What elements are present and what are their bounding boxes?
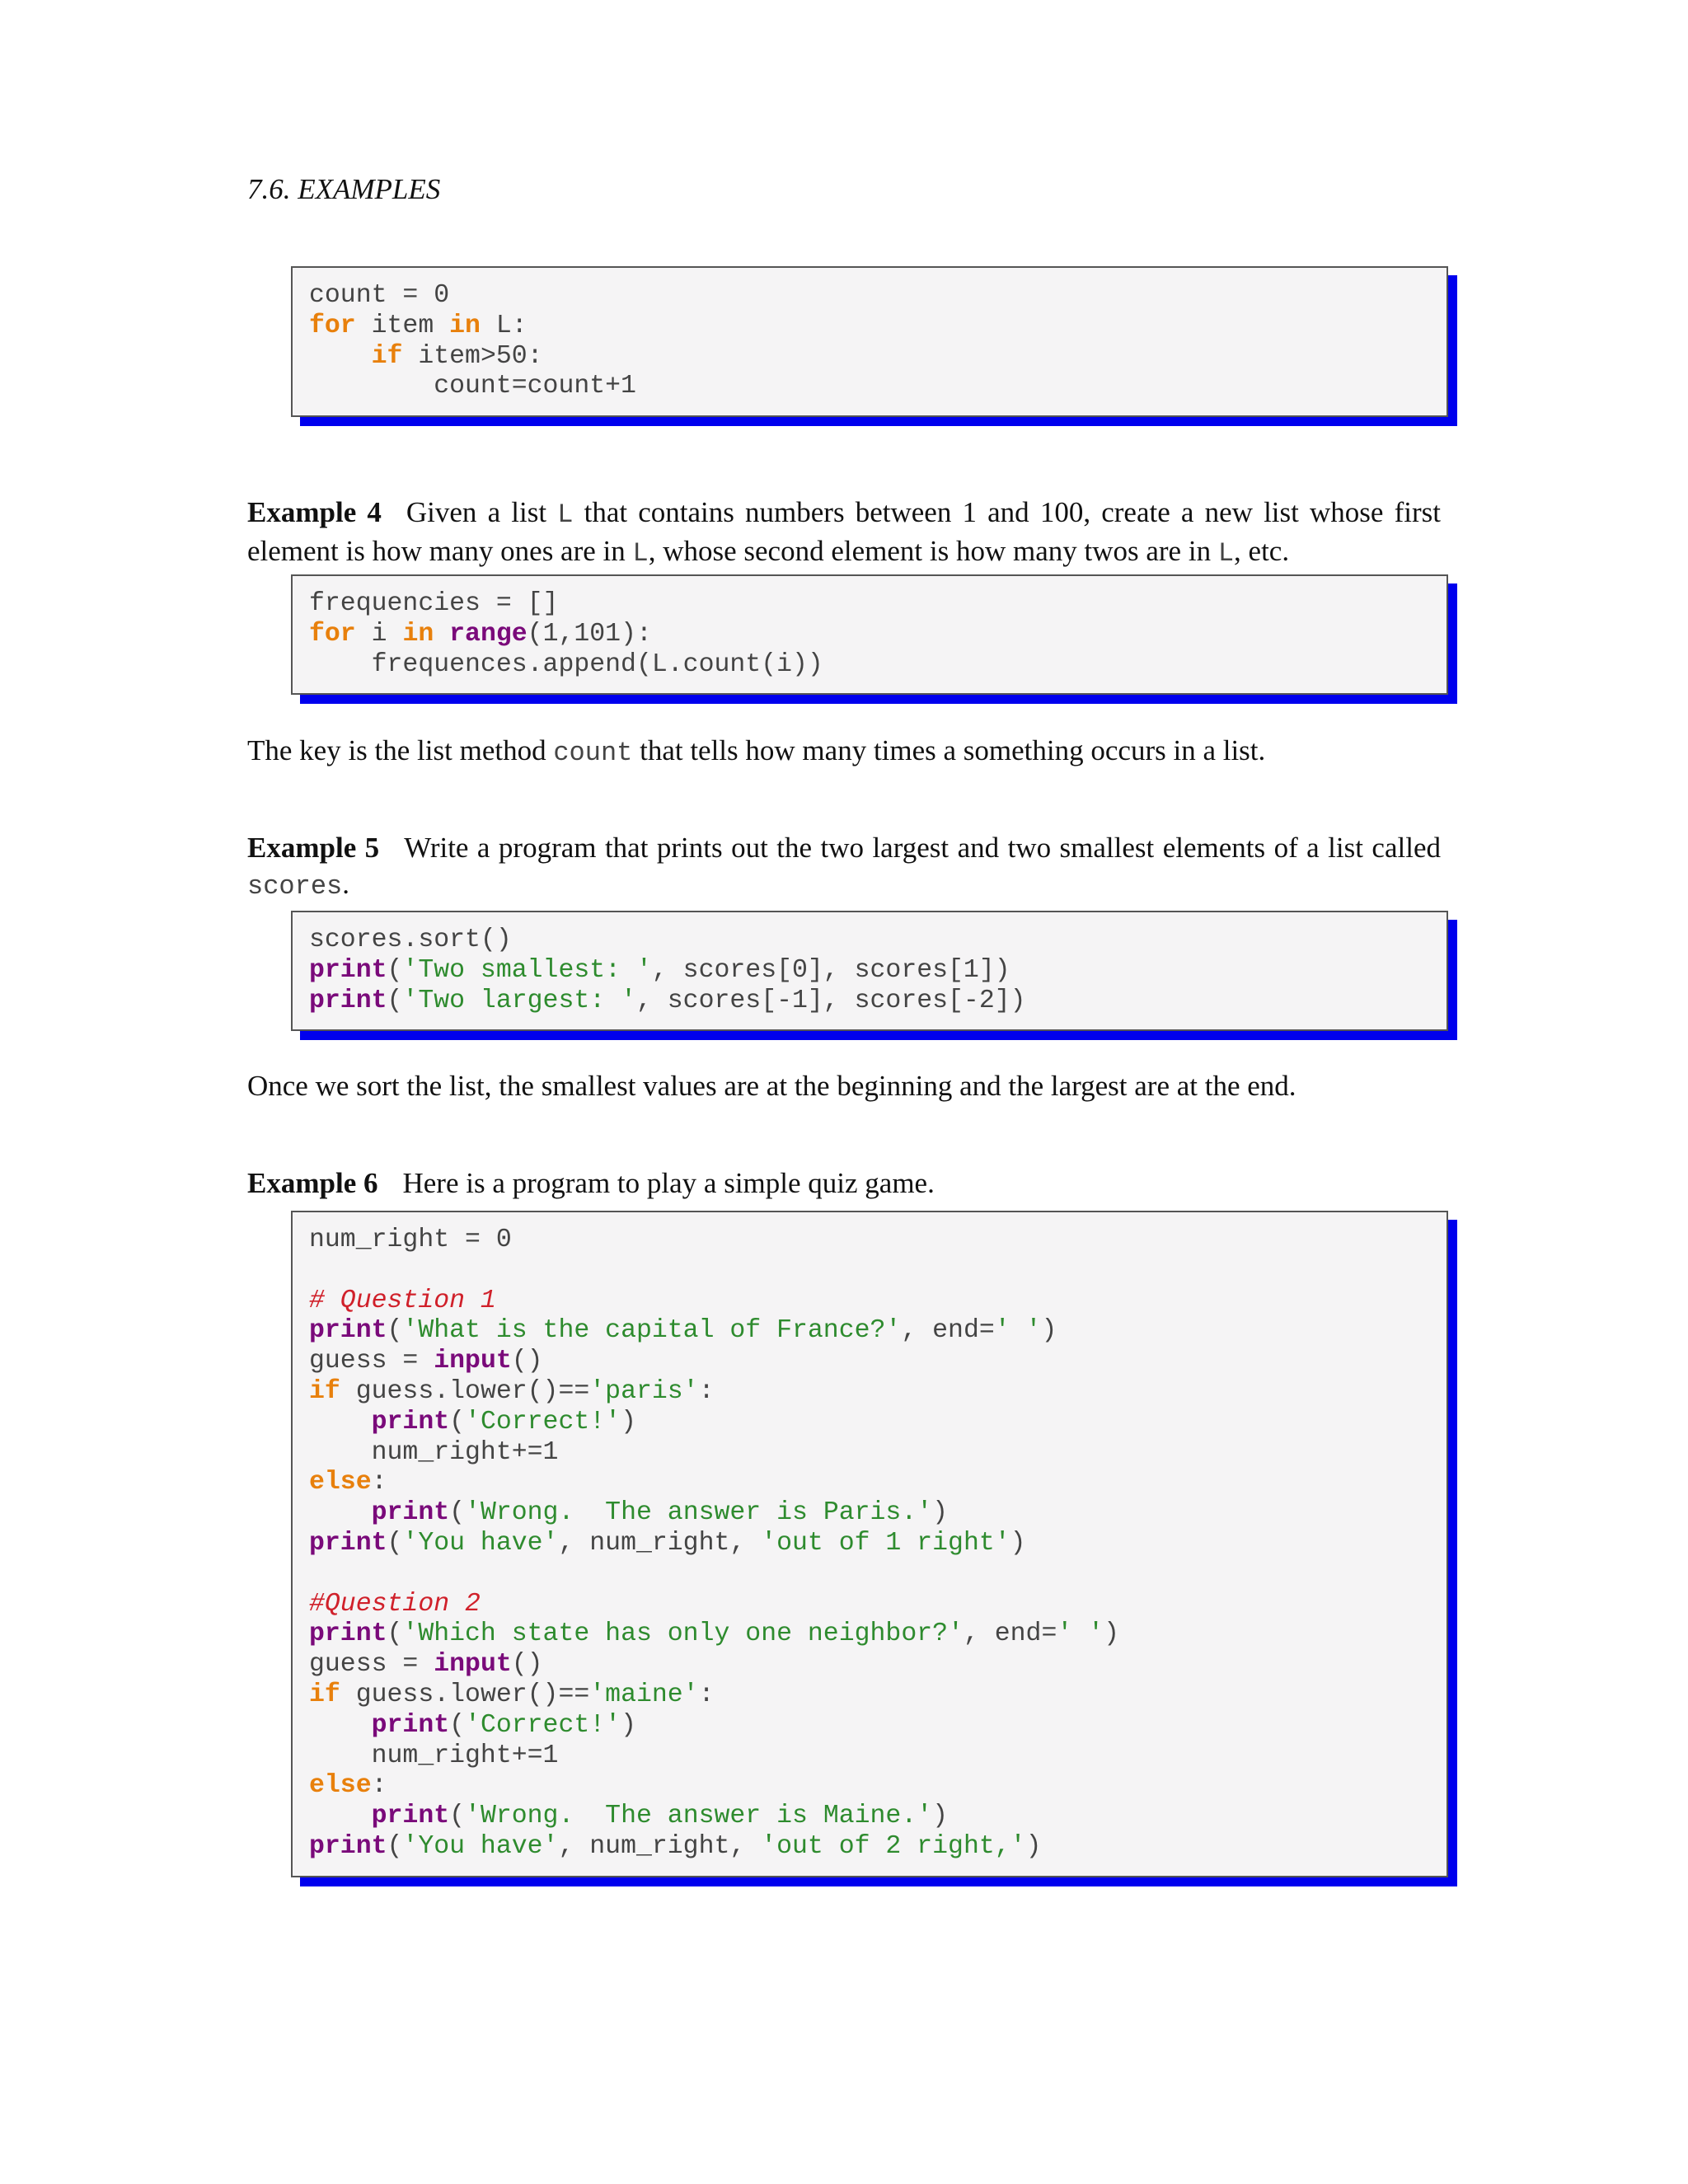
code-text: ): [1025, 1831, 1042, 1861]
code-text: num_right = 0: [309, 1226, 512, 1254]
code-line: [309, 1771, 1430, 1802]
code-string: ' ': [994, 1316, 1042, 1346]
code-string: ' ': [1057, 1619, 1104, 1649]
code-block-scores: [291, 911, 1448, 1031]
code-text: ): [621, 1407, 636, 1436]
inline-code: L: [632, 538, 649, 569]
section-title: 7.6. EXAMPLES: [247, 173, 441, 205]
paragraph-text: Here is a program to play a simple quiz game.: [402, 1167, 935, 1199]
code-line: [309, 372, 1430, 402]
code-text: count = 0: [309, 281, 450, 310]
code-text: guess =: [309, 1347, 434, 1376]
code-line: [309, 650, 1430, 681]
code-text: [309, 1802, 372, 1830]
code-builtin: print: [309, 986, 387, 1015]
paragraph-text: Write a program that prints out the two largest and two smallest elements of a list called: [404, 832, 1441, 864]
code-line: [309, 987, 1430, 1017]
inline-code: scores: [247, 871, 343, 902]
code-keyword: if: [309, 1680, 340, 1709]
code-builtin: print: [309, 1316, 387, 1346]
code-line: [309, 1256, 1430, 1286]
code-keyword: for: [309, 311, 356, 340]
code-text: , scores[-1], scores[-2]): [635, 986, 1026, 1015]
code-text: scores.sort(): [309, 926, 512, 954]
example-label: Example 4: [247, 496, 382, 528]
code-text: , end=: [963, 1619, 1057, 1649]
code-text: [309, 1408, 372, 1436]
code-line: [309, 1286, 1430, 1317]
code-line: [309, 956, 1430, 987]
code-text: (: [449, 1710, 466, 1740]
code-line: [309, 1377, 1430, 1408]
code-line: [309, 1408, 1430, 1438]
code-keyword: if: [371, 341, 403, 371]
code-text: (: [387, 955, 403, 985]
code-builtin: range: [449, 619, 528, 649]
code-comment: # Question 1: [309, 1286, 496, 1315]
code-block-quiz: [291, 1211, 1448, 1877]
paragraph-text: , whose second element is how many twos are in: [648, 535, 1218, 567]
code-string: 'out of 2 right,': [761, 1831, 1026, 1861]
code-string: 'Wrong. The answer is Maine.': [465, 1802, 933, 1831]
code-line: [309, 1347, 1430, 1377]
code-line: [309, 312, 1430, 342]
code-string: 'Correct!': [465, 1407, 621, 1436]
code-keyword: else: [309, 1771, 372, 1801]
code-text: (: [387, 1619, 403, 1649]
inline-code: L: [1217, 538, 1235, 569]
code-string: 'You have': [402, 1528, 559, 1558]
paragraph-text: Given a list: [406, 496, 558, 528]
example-6-paragraph: [247, 1165, 1441, 1202]
code-text: (: [449, 1498, 466, 1528]
code-builtin: print: [309, 955, 387, 985]
paragraph-text: Once we sort the list, the smallest values are at the beginning and the largest are at the end.: [247, 1070, 1296, 1102]
code-text: guess.lower()==: [340, 1680, 590, 1709]
code-text: (: [387, 1528, 403, 1558]
example-4-paragraph: [247, 494, 1441, 572]
paragraph-text: .: [342, 868, 349, 900]
code-text: frequencies = []: [309, 589, 559, 618]
inline-code: L: [557, 499, 574, 530]
code-text: , end=: [901, 1316, 995, 1346]
code-keyword: in: [449, 311, 481, 340]
code-builtin: print: [371, 1802, 450, 1831]
code-text: frequences.append(L.count(i)): [309, 649, 823, 679]
code-string: 'paris': [589, 1376, 699, 1406]
code-text: (: [387, 1316, 403, 1346]
code-string: 'maine': [589, 1680, 699, 1709]
code-line: [309, 1711, 1430, 1741]
code-keyword: in: [402, 619, 434, 649]
code-builtin: print: [309, 1831, 387, 1861]
example-5-paragraph: [247, 830, 1441, 905]
code-line: [309, 1529, 1430, 1559]
code-text: , scores[0], scores[1]): [651, 955, 1010, 985]
code-line: [309, 1650, 1430, 1680]
code-keyword: for: [309, 619, 356, 649]
code-line: [309, 926, 1430, 956]
code-text: [309, 342, 372, 371]
code-builtin: input: [434, 1347, 512, 1376]
code-string: 'out of 1 right': [761, 1528, 1010, 1558]
code-text: (): [511, 1650, 543, 1680]
code-keyword: else: [309, 1468, 372, 1497]
code-block-count: [291, 266, 1448, 417]
code-text: :: [371, 1771, 387, 1801]
code-line: [309, 1619, 1430, 1650]
code-text: (1,101):: [527, 619, 652, 649]
code-builtin: input: [434, 1650, 512, 1680]
code-text: guess.lower()==: [340, 1376, 590, 1406]
code-string: 'Which state has only one neighbor?': [402, 1619, 964, 1649]
code-text: (: [449, 1407, 466, 1436]
code-text: ): [1041, 1316, 1057, 1346]
code-text: ): [932, 1802, 949, 1831]
note-paragraph: [247, 1068, 1441, 1104]
code-text: :: [698, 1680, 715, 1709]
example-label: Example 6: [247, 1167, 378, 1199]
code-text: item: [355, 311, 450, 340]
paragraph-text: , etc.: [1234, 535, 1290, 567]
note-paragraph: [247, 733, 1441, 771]
code-text: guess =: [309, 1650, 434, 1680]
code-line: [309, 1498, 1430, 1529]
code-text: i: [355, 619, 403, 649]
code-string: 'Correct!': [465, 1710, 621, 1740]
code-comment: #Question 2: [309, 1589, 481, 1619]
code-line: [309, 342, 1430, 373]
code-text: :: [698, 1376, 715, 1406]
code-text: [434, 620, 449, 649]
code-text: [309, 1498, 372, 1527]
example-label: Example 5: [247, 832, 380, 864]
code-line: [309, 1468, 1430, 1498]
code-line: [309, 1741, 1430, 1772]
code-builtin: print: [309, 1619, 387, 1649]
code-builtin: print: [371, 1710, 450, 1740]
code-builtin: print: [309, 1528, 387, 1558]
code-text: count=count+1: [309, 372, 636, 401]
code-line: [309, 1559, 1430, 1590]
code-text: , num_right,: [558, 1528, 762, 1558]
code-text: (): [511, 1347, 543, 1376]
code-string: 'What is the capital of France?': [402, 1316, 902, 1346]
code-string: 'Wrong. The answer is Paris.': [465, 1498, 933, 1528]
paragraph-text: that tells how many times a something occurs in a list.: [632, 734, 1266, 766]
running-head: [247, 171, 1441, 208]
code-text: :: [371, 1468, 387, 1497]
code-line: [309, 1680, 1430, 1711]
code-text: num_right+=1: [309, 1741, 559, 1770]
code-string: 'You have': [402, 1831, 559, 1861]
code-builtin: print: [371, 1407, 450, 1436]
inline-code: count: [553, 738, 633, 768]
code-line: [309, 1226, 1430, 1256]
code-line: [309, 620, 1430, 650]
code-text: L:: [480, 311, 528, 340]
code-text: [309, 1711, 372, 1740]
code-line: [309, 281, 1430, 312]
code-line: [309, 1590, 1430, 1620]
code-text: (: [387, 986, 403, 1015]
code-text: ): [621, 1710, 636, 1740]
code-line: [309, 1316, 1430, 1347]
code-block-frequencies: [291, 574, 1448, 695]
paragraph-text: The key is the list method: [247, 734, 554, 766]
code-keyword: if: [309, 1376, 340, 1406]
code-text: ): [932, 1498, 949, 1528]
code-line: [309, 1802, 1430, 1832]
code-text: num_right+=1: [309, 1437, 559, 1467]
code-line: [309, 1832, 1430, 1863]
code-line: [309, 589, 1430, 620]
code-text: (: [449, 1802, 466, 1831]
code-line: [309, 1438, 1430, 1469]
code-string: 'Two largest: ': [402, 986, 636, 1015]
code-text: ): [1104, 1619, 1119, 1649]
paragraph-text: that contains numbers between 1 and 100, create a new list whose first element is how many ones are in: [247, 496, 1441, 567]
code-text: (: [387, 1831, 403, 1861]
code-text: , num_right,: [558, 1831, 762, 1861]
code-string: 'Two smallest: ': [402, 955, 652, 985]
code-text: item>50:: [402, 341, 543, 371]
code-text: ): [1010, 1528, 1026, 1558]
code-builtin: print: [371, 1498, 450, 1528]
